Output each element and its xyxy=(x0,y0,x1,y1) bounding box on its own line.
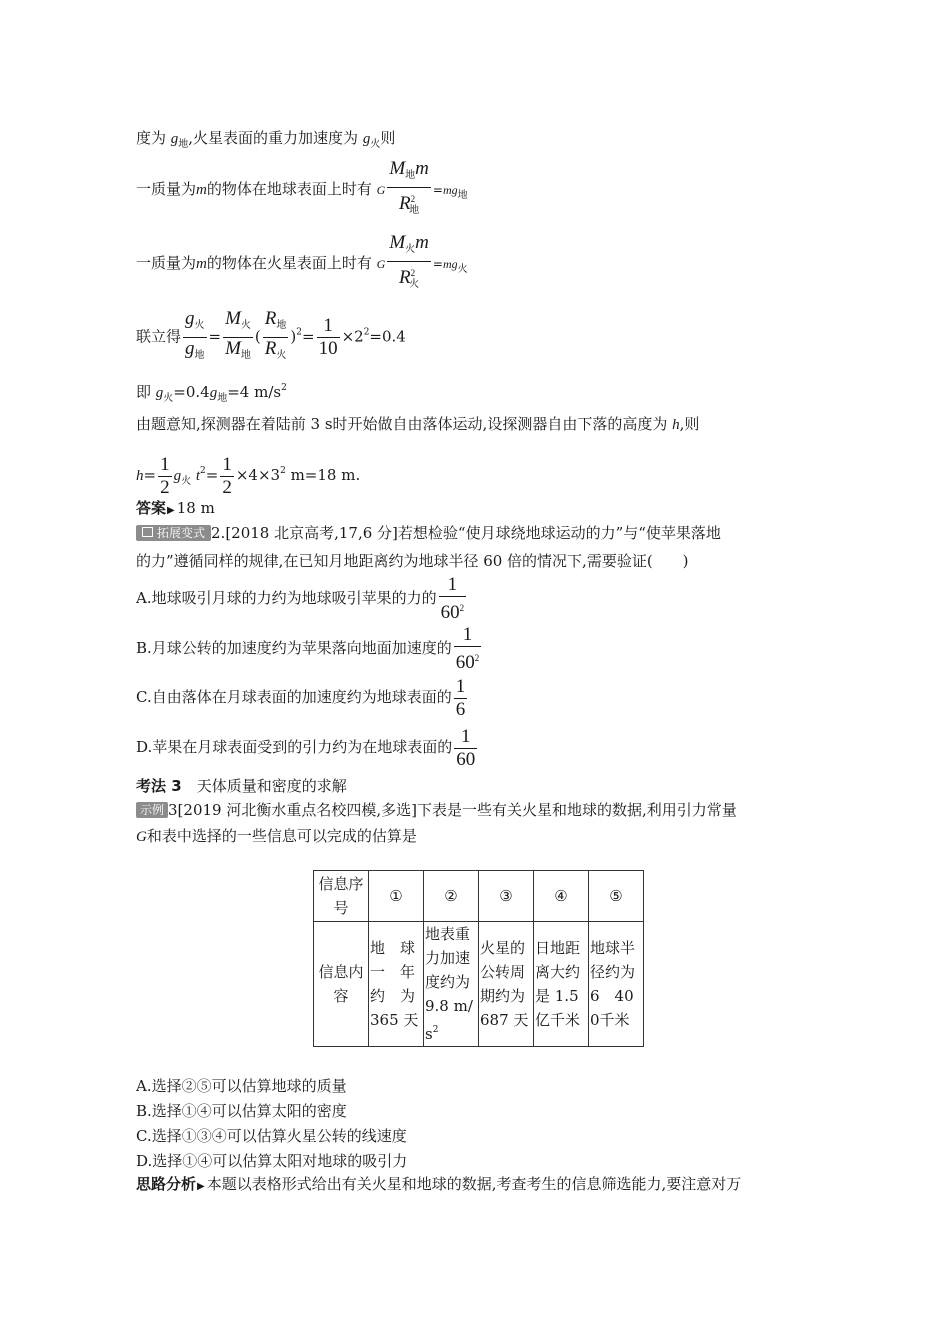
option-b: B.月球公转的加速度约为苹果落向地面加速度的 $\frac{1}{60^2}$ xyxy=(136,624,480,673)
variant-tag: 拓展变式 xyxy=(136,525,211,541)
variant-question: 拓展变式 2.[2018 北京高考,17,6 分]若想检验“使月球绕地球运动的力”与“使苹果落地 xyxy=(136,523,721,543)
equation-mars: 一质量为m的物体在火星表面上时有 G $\frac{M_火m}{R^2_火}$ $=mg_火$ xyxy=(136,232,468,290)
info-table xyxy=(313,870,644,1047)
table-row-label: 信息内容 xyxy=(314,922,369,1047)
table-header-cell: 信息序号 xyxy=(314,871,369,922)
option-d: D.苹果在月球表面受到的引力约为在地球表面的 $\frac{1}{60}$ xyxy=(136,725,476,770)
example-question: 示例 3[2019 河北衡水重点名校四模,多选]下表是一些有关火星和地球的数据,利用引力常量 xyxy=(136,800,737,820)
box-icon xyxy=(142,527,153,537)
example-question-line2: G和表中选择的一些信息可以完成的估算是 xyxy=(136,827,417,845)
text-line-fall: 由题意知,探测器在着陆前 3 s时开始做自由落体运动,设探测器自由下落的高度为 h,则 xyxy=(136,415,700,433)
equation-height: h= $\frac{1}{2}$ $g_火$ $t^2=$ $\frac{1}{2}$ $\times 4\times 3^2$ m=18 m. xyxy=(136,453,361,498)
table-header-cell: ② xyxy=(424,871,479,922)
answer-line: 答案▶ 18 m xyxy=(136,499,215,517)
table-cell: 火星的公转周期约为687 天 xyxy=(479,922,534,1047)
table-cell: 地球半径约为6 400千米 xyxy=(589,922,644,1047)
table-cell: 日地距离大约是 1.5亿千米 xyxy=(534,922,589,1047)
section-heading: 考法 3 天体质量和密度的求解 xyxy=(136,777,347,795)
equation-earth: 一质量为m的物体在地球表面上时有 G $\frac{M_地m}{R^2_地}$ $=mg_地$ xyxy=(136,158,468,216)
arrow-icon: ▶ xyxy=(167,505,175,516)
option-a: A.选择②⑤可以估算地球的质量 xyxy=(136,1077,347,1095)
option-d: D.选择①④可以估算太阳对地球的吸引力 xyxy=(136,1152,408,1170)
table-header-cell: ① xyxy=(369,871,424,922)
table-header-cell: ⑤ xyxy=(589,871,644,922)
table-cell: 地 球一 年约 为365 天 xyxy=(369,922,424,1047)
example-tag: 示例 xyxy=(136,802,168,818)
analysis-label: 思路分析 xyxy=(136,1175,197,1193)
table-cell: 地表重力加速度约为9.8 $m/s^2$ xyxy=(424,922,479,1047)
arrow-icon: ▶ xyxy=(197,1181,205,1192)
table-header-cell: ④ xyxy=(534,871,589,922)
text-line-result: 即 $g_火=0.4g_地=4$ $m/s^2$ xyxy=(136,383,287,404)
table-row xyxy=(314,922,644,1047)
answer-label: 答案 xyxy=(136,499,167,517)
option-a: A.地球吸引月球的力约为地球吸引苹果的力的 $\frac{1}{60^2}$ xyxy=(136,574,465,623)
option-c: C.自由落体在月球表面的加速度约为地球表面的 $\frac{1}{6}$ xyxy=(136,675,466,720)
table-header-cell: ③ xyxy=(479,871,534,922)
text-line-gravity: 度为 $g_地$,火星表面的重力加速度为 $g_火$则 xyxy=(136,129,396,150)
analysis-line: 思路分析▶ 本题以表格形式给出有关火星和地球的数据,考查考生的信息筛选能力,要注意对万 xyxy=(136,1175,742,1193)
equation-combine: 联立得 $\frac{g_火}{g_地}$ = $\frac{M_火}{M_地}$ ( $\frac{R_地}{R_火}$ )$^2$= $\frac{1}{10}$ $\times 2^2=0.4$ xyxy=(136,308,406,361)
option-c: C.选择①③④可以估算火星公转的线速度 xyxy=(136,1127,407,1145)
table-header-row xyxy=(314,871,644,922)
variant-question-line2: 的力”遵循同样的规律,在已知月地距离约为地球半径 60 倍的情况下,需要验证( ) xyxy=(136,552,689,570)
option-b: B.选择①④可以估算太阳的密度 xyxy=(136,1102,347,1120)
